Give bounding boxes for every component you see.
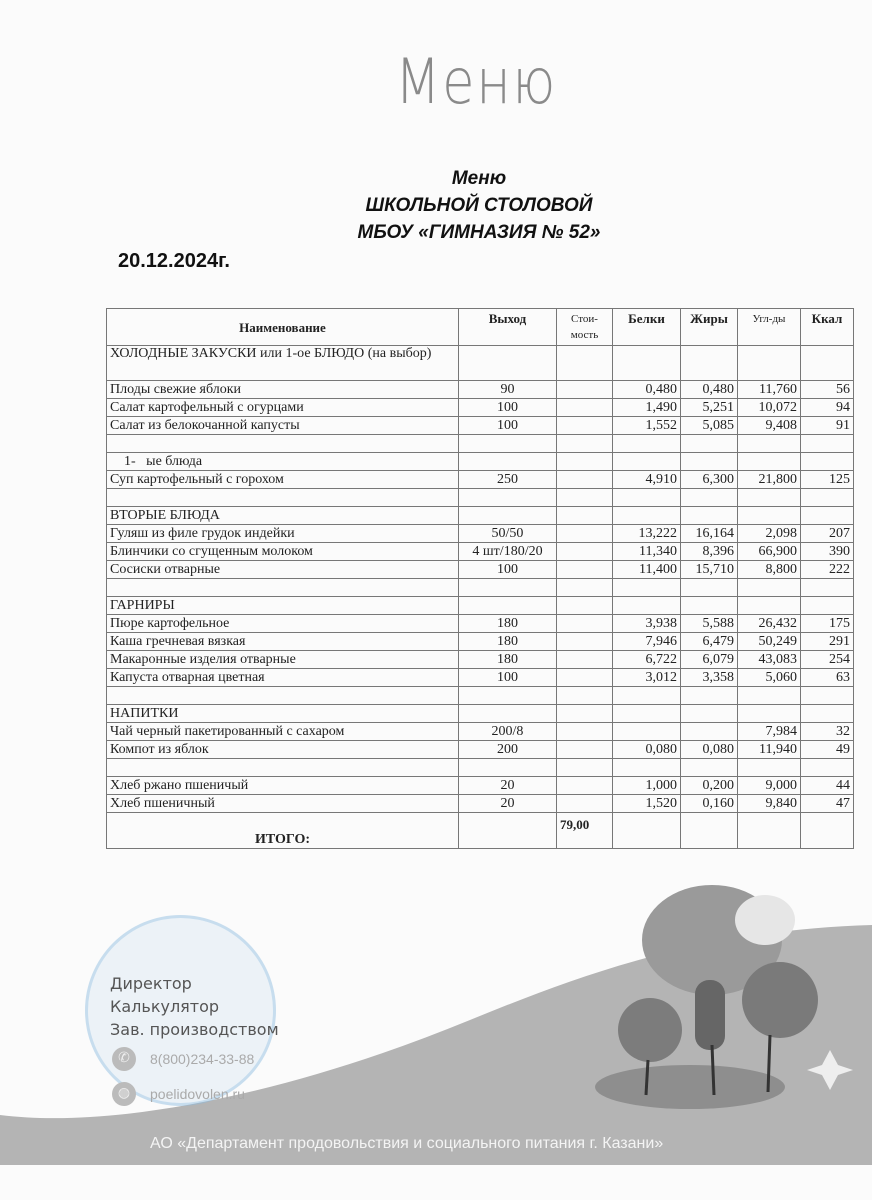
table-row	[107, 723, 854, 741]
cell-fat	[681, 346, 738, 381]
cell-kcal: 94	[801, 399, 854, 417]
cell-protein	[613, 597, 681, 615]
cell-carbs	[738, 687, 801, 705]
cell-output: 200/8	[459, 723, 557, 741]
cell-output	[459, 705, 557, 723]
cell-carbs: 5,060	[738, 669, 801, 687]
cell-output: 20	[459, 795, 557, 813]
cell-name	[107, 489, 459, 507]
cell-output: 100	[459, 417, 557, 435]
cell-kcal: 56	[801, 381, 854, 399]
signature-calculator: Калькулятор	[110, 997, 220, 1016]
cell-carbs	[738, 507, 801, 525]
cell-kcal: 390	[801, 543, 854, 561]
cell-name: Хлеб ржано пшеничый	[107, 777, 459, 795]
school-name: МБОУ «ГИМНАЗИЯ № 52»	[357, 222, 601, 243]
cell-protein: 1,490	[613, 399, 681, 417]
cell-name: Салат картофельный с огурцами	[107, 399, 459, 417]
cell-cost	[557, 615, 613, 633]
cell-kcal	[801, 813, 854, 849]
cell-kcal	[801, 453, 854, 471]
cell-carbs: 2,098	[738, 525, 801, 543]
cell-protein: 0,080	[613, 741, 681, 759]
cell-kcal: 91	[801, 417, 854, 435]
cell-cost	[557, 795, 613, 813]
cell-protein	[613, 759, 681, 777]
cell-kcal	[801, 579, 854, 597]
cell-protein: 13,222	[613, 525, 681, 543]
cell-name: Капуста отварная цветная	[107, 669, 459, 687]
table-row	[107, 561, 854, 579]
table-row	[107, 633, 854, 651]
cell-name: ХОЛОДНЫЕ ЗАКУСКИ или 1-ое БЛЮДО (на выбор)	[107, 346, 459, 381]
cell-name: Суп картофельный с горохом	[107, 471, 459, 489]
cell-protein: 4,910	[613, 471, 681, 489]
table-row	[107, 471, 854, 489]
cell-carbs: 50,249	[738, 633, 801, 651]
cell-cost	[557, 777, 613, 795]
table-row	[107, 543, 854, 561]
cell-cost	[557, 723, 613, 741]
cell-carbs	[738, 705, 801, 723]
cell-protein: 0,480	[613, 381, 681, 399]
cell-output: 180	[459, 651, 557, 669]
cell-kcal	[801, 435, 854, 453]
cell-cost	[557, 417, 613, 435]
cell-carbs	[738, 579, 801, 597]
cell-protein: 7,946	[613, 633, 681, 651]
cell-output: 100	[459, 561, 557, 579]
menu-title: Меню	[451, 168, 507, 189]
table-row	[107, 399, 854, 417]
cell-protein	[613, 723, 681, 741]
cell-output: 50/50	[459, 525, 557, 543]
cell-output	[459, 507, 557, 525]
table-header-row	[107, 309, 854, 346]
cell-cost	[557, 741, 613, 759]
cell-kcal: 222	[801, 561, 854, 579]
cell-carbs: 26,432	[738, 615, 801, 633]
cell-name: Хлеб пшеничный	[107, 795, 459, 813]
cell-output	[459, 759, 557, 777]
cell-kcal	[801, 759, 854, 777]
cell-kcal: 207	[801, 525, 854, 543]
cell-name	[107, 759, 459, 777]
cell-protein	[613, 705, 681, 723]
empty-row	[107, 579, 854, 597]
cell-carbs: 10,072	[738, 399, 801, 417]
cell-kcal: 49	[801, 741, 854, 759]
cell-cost	[557, 381, 613, 399]
cell-name: 1- ые блюда	[107, 453, 459, 471]
cell-carbs	[738, 489, 801, 507]
cell-cost	[557, 669, 613, 687]
cell-protein: 1,552	[613, 417, 681, 435]
total-row	[107, 813, 854, 849]
cell-fat: 0,160	[681, 795, 738, 813]
menu-date: 20.12.2024г.	[118, 250, 230, 272]
cell-name: Макаронные изделия отварные	[107, 651, 459, 669]
cell-kcal: 291	[801, 633, 854, 651]
cell-protein: 1,520	[613, 795, 681, 813]
cell-carbs: 66,900	[738, 543, 801, 561]
menu-table	[106, 308, 854, 849]
table-row	[107, 651, 854, 669]
cell-kcal: 47	[801, 795, 854, 813]
cell-fat	[681, 579, 738, 597]
table-row	[107, 795, 854, 813]
empty-row	[107, 687, 854, 705]
cell-fat	[681, 435, 738, 453]
cell-output	[459, 579, 557, 597]
cell-kcal	[801, 346, 854, 381]
cell-name: Сосиски отварные	[107, 561, 459, 579]
cell-fat: 5,251	[681, 399, 738, 417]
phone-number: 8(800)234-33-88	[150, 1051, 255, 1067]
cell-fat	[681, 453, 738, 471]
cell-name: Салат из белокочанной капусты	[107, 417, 459, 435]
col-header-output: Выход	[459, 309, 557, 346]
cell-name: Плоды свежие яблоки	[107, 381, 459, 399]
cell-carbs: 9,000	[738, 777, 801, 795]
cell-protein	[613, 579, 681, 597]
cell-carbs	[738, 435, 801, 453]
total-cost: 79,00	[557, 813, 613, 849]
cell-protein	[613, 813, 681, 849]
cell-fat: 8,396	[681, 543, 738, 561]
cell-cost	[557, 471, 613, 489]
cell-kcal	[801, 687, 854, 705]
empty-row	[107, 759, 854, 777]
website: poelidovolen.ru	[150, 1086, 245, 1102]
cell-name	[107, 579, 459, 597]
cell-fat: 0,080	[681, 741, 738, 759]
cell-cost	[557, 489, 613, 507]
cell-output: 100	[459, 669, 557, 687]
section-row	[107, 507, 854, 525]
cell-carbs: 7,984	[738, 723, 801, 741]
signature-production-head: Зав. производством	[110, 1020, 279, 1039]
cell-name: ГАРНИРЫ	[107, 597, 459, 615]
col-header-name: Наименование	[107, 309, 459, 346]
cell-fat: 16,164	[681, 525, 738, 543]
cell-protein: 11,400	[613, 561, 681, 579]
cell-protein: 11,340	[613, 543, 681, 561]
cell-name	[107, 435, 459, 453]
cell-protein	[613, 489, 681, 507]
section-row	[107, 597, 854, 615]
cell-fat	[681, 489, 738, 507]
empty-row	[107, 435, 854, 453]
cell-output	[459, 597, 557, 615]
cell-carbs: 21,800	[738, 471, 801, 489]
cell-output	[459, 489, 557, 507]
cell-name: Гуляш из филе грудок индейки	[107, 525, 459, 543]
organization-name: АО «Департамент продовольствия и социального питания г. Казани»	[150, 1135, 664, 1152]
cell-kcal	[801, 705, 854, 723]
cell-kcal	[801, 489, 854, 507]
table-row	[107, 417, 854, 435]
col-header-protein: Белки	[613, 309, 681, 346]
cell-protein	[613, 687, 681, 705]
cell-kcal: 32	[801, 723, 854, 741]
cell-cost	[557, 453, 613, 471]
cell-protein	[613, 346, 681, 381]
cell-protein: 3,012	[613, 669, 681, 687]
cell-carbs	[738, 346, 801, 381]
cell-output: 4 шт/180/20	[459, 543, 557, 561]
cell-carbs: 8,800	[738, 561, 801, 579]
cell-fat	[681, 687, 738, 705]
cell-name: Каша гречневая вязкая	[107, 633, 459, 651]
cell-fat: 15,710	[681, 561, 738, 579]
cell-output	[459, 687, 557, 705]
cell-name: Пюре картофельное	[107, 615, 459, 633]
col-header-fat: Жиры	[681, 309, 738, 346]
table-row	[107, 777, 854, 795]
handwritten-title: Меню	[395, 45, 557, 118]
cell-output: 20	[459, 777, 557, 795]
cell-carbs: 43,083	[738, 651, 801, 669]
cell-cost	[557, 525, 613, 543]
section-row	[107, 346, 854, 381]
cell-fat	[681, 507, 738, 525]
cell-cost	[557, 561, 613, 579]
cell-output: 250	[459, 471, 557, 489]
section-row	[107, 705, 854, 723]
section-row	[107, 453, 854, 471]
cell-protein: 1,000	[613, 777, 681, 795]
cell-cost	[557, 759, 613, 777]
cell-fat: 5,588	[681, 615, 738, 633]
col-header-cost: Стои-мость	[557, 309, 613, 346]
cell-kcal: 125	[801, 471, 854, 489]
cell-cost	[557, 597, 613, 615]
cell-fat: 0,480	[681, 381, 738, 399]
cell-carbs: 11,940	[738, 741, 801, 759]
phone-icon: ✆	[112, 1047, 136, 1071]
col-header-kcal: Ккал	[801, 309, 854, 346]
cell-carbs: 9,408	[738, 417, 801, 435]
cell-kcal	[801, 597, 854, 615]
cell-fat: 6,479	[681, 633, 738, 651]
cell-name: Компот из яблок	[107, 741, 459, 759]
cell-fat	[681, 813, 738, 849]
signature-director: Директор	[110, 974, 192, 993]
cell-fat	[681, 759, 738, 777]
table-row	[107, 741, 854, 759]
cell-kcal: 63	[801, 669, 854, 687]
cell-cost	[557, 705, 613, 723]
cell-output	[459, 435, 557, 453]
cell-cost	[557, 633, 613, 651]
total-label: ИТОГО:	[107, 813, 459, 849]
table-row	[107, 615, 854, 633]
cell-carbs	[738, 597, 801, 615]
cell-output: 180	[459, 633, 557, 651]
cell-output	[459, 813, 557, 849]
cell-cost	[557, 579, 613, 597]
menu-subtitle: ШКОЛЬНОЙ СТОЛОВОЙ	[365, 195, 593, 216]
cell-carbs: 11,760	[738, 381, 801, 399]
cell-name: ВТОРЫЕ БЛЮДА	[107, 507, 459, 525]
cell-output	[459, 346, 557, 381]
cell-fat: 6,079	[681, 651, 738, 669]
globe-icon: ◍	[112, 1082, 136, 1106]
cell-protein	[613, 453, 681, 471]
cell-carbs	[738, 759, 801, 777]
cell-fat: 0,200	[681, 777, 738, 795]
cell-name: Чай черный пакетированный с сахаром	[107, 723, 459, 741]
cell-cost	[557, 507, 613, 525]
cell-protein: 3,938	[613, 615, 681, 633]
cell-kcal	[801, 507, 854, 525]
cell-carbs	[738, 453, 801, 471]
cell-carbs	[738, 813, 801, 849]
cell-protein	[613, 435, 681, 453]
cell-output: 90	[459, 381, 557, 399]
cell-name: НАПИТКИ	[107, 705, 459, 723]
cell-kcal: 254	[801, 651, 854, 669]
cell-output: 200	[459, 741, 557, 759]
cell-cost	[557, 543, 613, 561]
table-row	[107, 669, 854, 687]
cell-output: 180	[459, 615, 557, 633]
cell-cost	[557, 687, 613, 705]
table-row	[107, 525, 854, 543]
empty-row	[107, 489, 854, 507]
cell-fat: 5,085	[681, 417, 738, 435]
cell-output	[459, 453, 557, 471]
cell-cost	[557, 346, 613, 381]
cell-fat	[681, 705, 738, 723]
cell-fat: 6,300	[681, 471, 738, 489]
cell-cost	[557, 435, 613, 453]
table-row	[107, 381, 854, 399]
col-header-carbs: Угл-ды	[738, 309, 801, 346]
cell-name: Блинчики со сгущенным молоком	[107, 543, 459, 561]
cell-protein	[613, 507, 681, 525]
cell-output: 100	[459, 399, 557, 417]
cell-carbs: 9,840	[738, 795, 801, 813]
cell-fat	[681, 723, 738, 741]
cell-kcal: 44	[801, 777, 854, 795]
cell-protein: 6,722	[613, 651, 681, 669]
cell-kcal: 175	[801, 615, 854, 633]
cell-fat	[681, 597, 738, 615]
cell-fat: 3,358	[681, 669, 738, 687]
cell-cost	[557, 399, 613, 417]
cell-name	[107, 687, 459, 705]
cell-cost	[557, 651, 613, 669]
